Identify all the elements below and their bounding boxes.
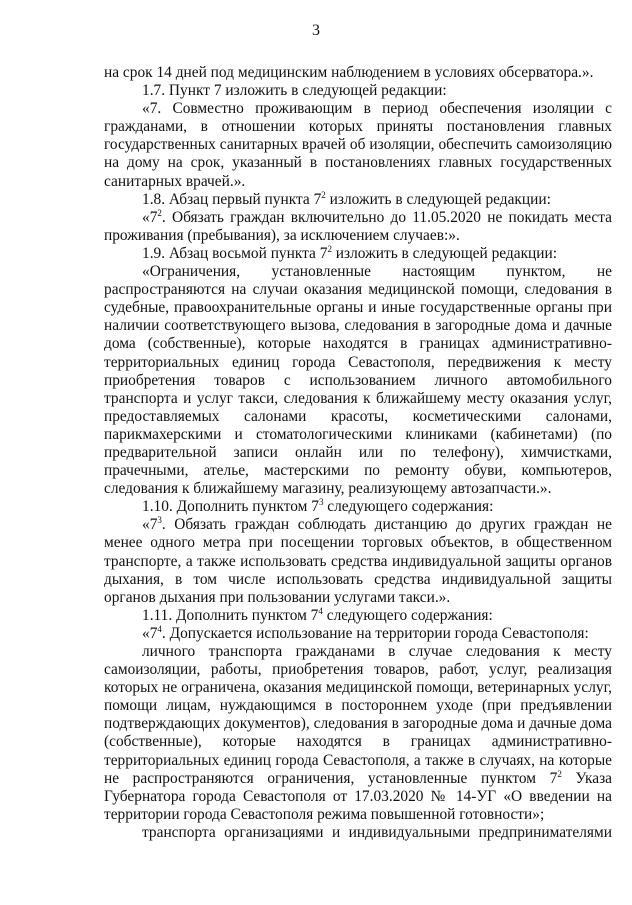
paragraph-continuation: на срок 14 дней под медицинским наблюдением в условиях обсерватора.».	[104, 64, 594, 81]
paragraph-1-7: 1.7. Пункт 7 изложить в следующей редакции:	[142, 82, 447, 100]
paragraph-1-11: 1.11. Дополнить пунктом $7^4$ следующего содержания:	[142, 605, 493, 624]
document-body	[104, 64, 612, 842]
paragraph-1-10: 1.10. Дополнить пунктом $7^3$ следующего содержания:	[142, 497, 494, 516]
paragraph-item-7-text: «7. Совместно проживающим в период обеспечения изоляции с гражданами, в отношении которых приняты постановления главных государственных санитарных врачей об изоляции, обеспечить самоизоляцию на дому на срок, указанный в постановлениях главных государственных санитарных врачей.».	[104, 100, 612, 190]
paragraph-item-7-3-text: «$7^3$. Обязать граждан соблюдать дистанцию до других граждан не менее одного метра при посещении торговых объектов, в общественном транспорте, а также использовать средства индивидуальной защиты органов дыхания, в том числе использовать средства индивидуальной защиты органов дыхания при пользовании услугами такси.».	[104, 515, 612, 606]
paragraph-personal-transport: личного транспорта гражданами в случае следования к месту самоизоляции, работы, приобретения товаров, работ, услуг, реализация которых не ограничена, оказания медицинской помощи, ветеринарных услуг, помощи лицам, нуждающимся в постороннем уходе (при предъявлении подтверждающих документов), следования в загородные дома и дачные дома (собственные), которые находятся в границах административно-территориальных единиц города Севастополя, а также в случаях, на которые не распространяются ограничения, установленные пунктом $7^2$ Указа Губернатора города Севастополя от 17.03.2020 № 14-УГ «О введении на территории города Севастополя режима повышенной готовности»;	[104, 643, 612, 823]
paragraph-item-7-4-intro: «$7^4$. Допускается использование на территории города Севастополя:	[142, 623, 589, 642]
paragraph-restrictions-text: «Ограничения, установленные настоящим пунктом, не распространяются на случаи оказания медицинской помощи, следования в судебные, правоохранительные органы и иные государственные органы при наличии соответствующего вызова, следования в загородные дома и дачные дома (собственные), которые находятся в границах административно-территориальных единиц города Севастополя, передвижения к месту приобретения товаров с использованием личного автомобильного транспорта и услуг такси, следования к ближайшему месту оказания услуг, предоставляемых салонами красоты, косметическими салонами, парикмахерскими и стоматологическими клиниками (кабинетами) (по предварительной записи онлайн или по телефону), химчистками, прачечными, ателье, мастерскими по ремонту обуви, компьютеров, следования к ближайшему магазину, реализующему автозапчасти.».	[104, 263, 612, 498]
paragraph-1-9: 1.9. Абзац восьмой пункта $7^2$ изложить в следующей редакции:	[142, 243, 558, 262]
page-number: 3	[312, 22, 320, 39]
paragraph-organization-transport: транспорта организациями и индивидуальными предпринимателями	[142, 823, 612, 841]
paragraph-item-7-2-text: «$7^2$. Обязать граждан включительно до 11.05.2020 не покидать места проживания (пребывания), за исключением случаев:».	[104, 207, 612, 244]
paragraph-1-8: 1.8. Абзац первый пункта $7^2$ изложить в следующей редакции:	[142, 189, 551, 208]
